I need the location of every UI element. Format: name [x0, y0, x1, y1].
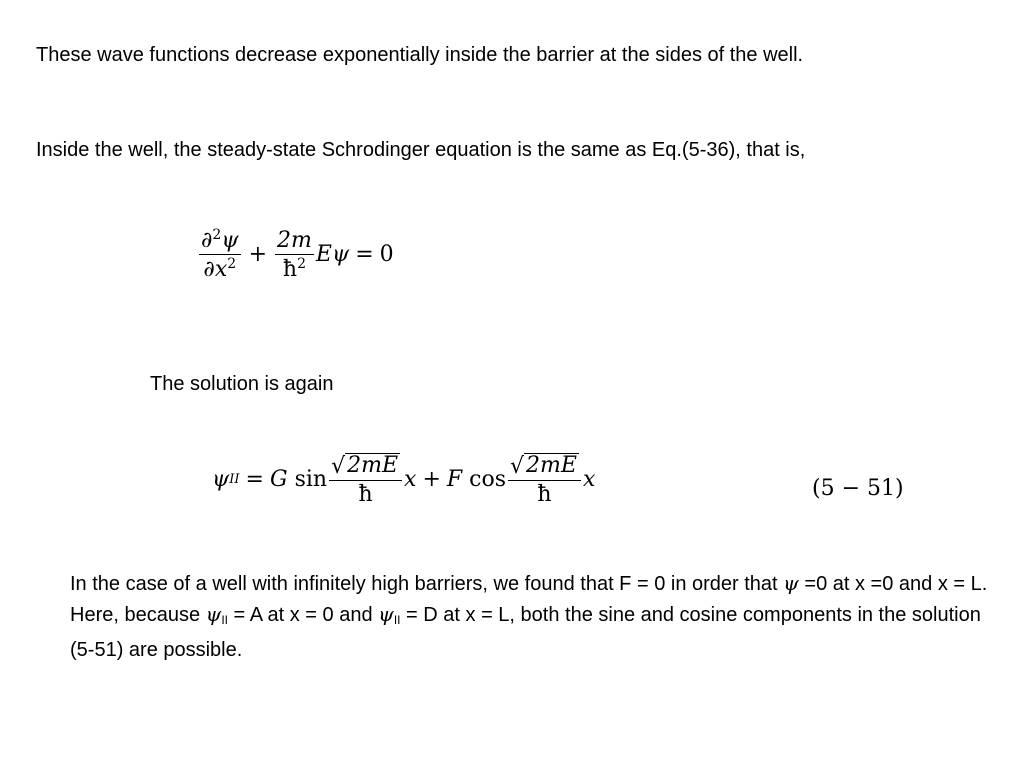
fraction-denominator: $ħ^2$: [282, 255, 306, 282]
fraction-numerator: [508, 453, 581, 481]
plus-sign: +: [248, 242, 268, 268]
psi-subscript: II: [229, 472, 240, 488]
psi-subscript: II: [393, 613, 401, 627]
cosine-argument-fraction: [508, 453, 581, 506]
coefficient-g: G: [269, 467, 288, 493]
equation-number: (5 − 51): [812, 476, 904, 501]
psi-symbol: ψ: [783, 571, 799, 595]
psi-symbol: ψ: [212, 467, 230, 493]
cos-function: cos: [469, 467, 506, 493]
paragraph-wave-functions-decrease: These wave functions decrease exponentially inside the barrier at the sides of the well.: [36, 44, 804, 66]
fraction-denominator: ħ: [537, 482, 552, 508]
equals-sign: =: [355, 242, 374, 268]
paragraph-infinite-barriers: In the case of a well with infinitely high barriers, we found that F = 0 in order that ψ =0 at x =0 and x = L. Here, because ψII = A at x = 0 and ψII = D at x = L, both the sine and cosine components in the solution (5-51) are possible.: [70, 571, 988, 661]
psi-symbol: ψ: [331, 242, 350, 268]
variable-x: x: [404, 467, 417, 493]
radical-sign-icon: √: [331, 454, 346, 480]
plus-sign: +: [422, 467, 441, 493]
psi-symbol: ψ: [378, 602, 394, 626]
variable-x: x: [582, 467, 596, 493]
psi-symbol: ψ: [205, 602, 222, 626]
sin-function: sin: [294, 467, 328, 493]
paragraph-inside-the-well: Inside the well, the steady-state Schrodinger equation is the same as Eq.(5-36), that is,: [36, 139, 806, 161]
sine-argument-fraction: [329, 453, 402, 506]
zero: 0: [379, 242, 394, 268]
square-root: √ 2mE: [331, 453, 399, 480]
psi-subscript: II: [221, 613, 228, 627]
equals-sign: =: [245, 467, 264, 493]
schrodinger-equation: [197, 228, 394, 281]
fraction-numerator: 2m: [275, 229, 314, 255]
fraction-numerator: [329, 453, 402, 481]
second-derivative-fraction: [199, 228, 241, 281]
fraction-denominator: ħ: [358, 482, 373, 508]
fraction-denominator: $\partial x^2$: [203, 256, 237, 283]
radical-sign-icon: √: [510, 454, 525, 480]
coefficient-fraction: [275, 229, 314, 281]
coefficient-f: F: [446, 467, 463, 493]
paragraph-solution-is-again: The solution is again: [150, 373, 334, 395]
solution-equation: [212, 453, 595, 506]
fraction-numerator: ∂$^2$ψ: [199, 228, 241, 255]
square-root: √ 2mE: [510, 453, 577, 480]
energy-symbol: E: [315, 242, 332, 268]
